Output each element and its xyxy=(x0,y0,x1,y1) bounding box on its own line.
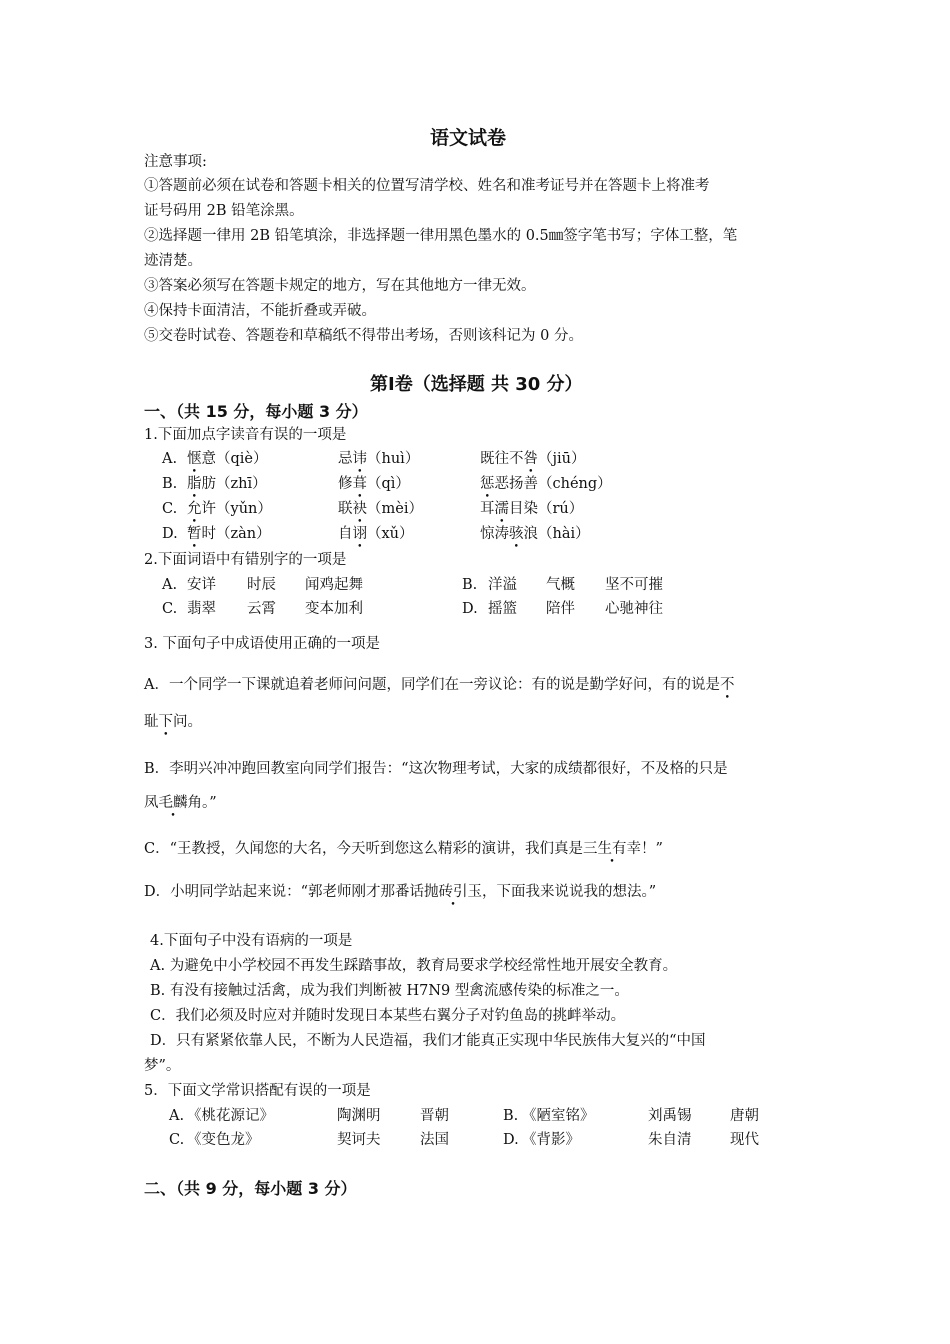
q5-letter: A. xyxy=(169,1108,185,1124)
q2-word: 摇篮 xyxy=(488,601,517,617)
q1-option-cell: 脂肪（zhī） xyxy=(187,476,267,492)
q5-author: 朱自清 xyxy=(648,1132,692,1148)
q1-option-cell: 允许（yǔn） xyxy=(187,501,272,517)
q3-option-b-cont: 凤毛麟角。” xyxy=(144,795,217,811)
notice-line-4: ④保持卡面清洁，不能折叠或弄破。 xyxy=(144,303,376,319)
q3-option-c: C．“王教授，久闻您的大名，今天听到您这么精彩的演讲，我们真是三生有幸！” xyxy=(144,841,663,857)
part-one-heading: 第Ⅰ卷（选择题 共 30 分） xyxy=(370,374,583,395)
q1-option-cell: 惩恶扬善（chéng） xyxy=(480,476,612,492)
q1-option-cell: 惬意（qiè） xyxy=(187,451,268,467)
q3-option-d: D．小明同学站起来说：“郭老师刚才那番话抛砖引玉，下面我来说说我的想法。” xyxy=(144,884,657,900)
q2-word: 陪伴 xyxy=(546,601,575,617)
q2-word: 坚不可摧 xyxy=(605,577,663,593)
q1-option-letter: C. xyxy=(162,501,178,517)
section-two-heading: 二、（共 9 分，每小题 3 分） xyxy=(144,1179,357,1198)
q1-option-cell: 暂时（zàn） xyxy=(187,526,271,542)
q2-word: 云霄 xyxy=(247,601,276,617)
question-4-stem: 4.下面句子中没有语病的一项是 xyxy=(150,933,353,949)
q5-era: 法国 xyxy=(420,1132,449,1148)
notice-line-5: ⑤交卷时试卷、答题卷和草稿纸不得带出考场，否则该科记为 0 分。 xyxy=(144,328,583,344)
emphasized-idiom: 耻下问 xyxy=(144,714,188,730)
q1-option-letter: D. xyxy=(162,526,178,542)
q4-option-b: B. 有没有接触过活禽，成为我们判断被 H7N9 型禽流感传染的标准之一。 xyxy=(150,983,629,999)
q2-word: 翡翠 xyxy=(187,601,216,617)
q5-work: 《背影》 xyxy=(522,1132,580,1148)
q1-option-cell: 既往不咎（jiū） xyxy=(480,451,586,467)
q2-word: 心驰神往 xyxy=(605,601,663,617)
notice-line-2b: 迹清楚。 xyxy=(144,253,202,269)
q5-letter: C. xyxy=(169,1132,185,1148)
q5-work: 《变色龙》 xyxy=(187,1132,260,1148)
question-1-stem: 1.下面加点字读音有误的一项是 xyxy=(144,427,347,443)
q2-option-letter: B. xyxy=(462,577,478,593)
q2-option-letter: A. xyxy=(162,577,178,593)
q3-option-a: A．一个同学一下课就追着老师问问题，同学们在一旁议论：有的说是勤学好问，有的说是不 xyxy=(144,677,735,693)
q5-author: 刘禹锡 xyxy=(648,1108,692,1124)
q2-option-letter: C. xyxy=(162,601,178,617)
q3-option-b: B．李明兴冲冲跑回教室向同学们报告：“这次物理考试，大家的成绩都很好，不及格的只是 xyxy=(144,761,728,777)
q2-word: 气概 xyxy=(546,577,575,593)
q5-era: 晋朝 xyxy=(420,1108,449,1124)
q1-option-letter: B. xyxy=(162,476,178,492)
q5-letter: B. xyxy=(503,1108,519,1124)
q4-option-c: C．我们必须及时应对并随时发现日本某些右翼分子对钓鱼岛的挑衅举动。 xyxy=(150,1008,626,1024)
q4-option-d-cont: 梦”。 xyxy=(144,1058,181,1074)
q5-work: 《桃花源记》 xyxy=(187,1108,274,1124)
question-3-stem: 3. 下面句子中成语使用正确的一项是 xyxy=(144,636,380,652)
q2-word: 安详 xyxy=(187,577,216,593)
q3-option-a-cont: 耻下问。 xyxy=(144,714,202,730)
page-title: 语文试卷 xyxy=(430,127,507,149)
q5-author: 陶渊明 xyxy=(337,1108,381,1124)
emphasized-idiom: 三生有幸 xyxy=(583,841,642,857)
q2-option-letter: D. xyxy=(462,601,478,617)
emphasized-idiom: 凤毛麟角 xyxy=(144,795,202,811)
q2-word: 闻鸡起舞 xyxy=(305,577,363,593)
q4-option-d: D．只有紧紧依靠人民，不断为人民造福，我们才能真正实现中华民族伟大复兴的“中国 xyxy=(150,1033,706,1049)
q2-word: 变本加利 xyxy=(305,601,363,617)
q1-option-cell: 联袂（mèi） xyxy=(338,501,423,517)
q2-word: 时辰 xyxy=(247,577,276,593)
q5-author: 契诃夫 xyxy=(337,1132,381,1148)
section-one-heading: 一、（共 15 分，每小题 3 分） xyxy=(144,402,368,421)
question-5-stem: 5．下面文学常识搭配有误的一项是 xyxy=(144,1083,371,1099)
q2-word: 洋溢 xyxy=(488,577,517,593)
notice-line-2a: ②选择题一律用 2B 铅笔填涂，非选择题一律用黑色墨水的 0.5㎜签字笔书写；字体工整，笔 xyxy=(144,228,738,244)
q1-option-letter: A. xyxy=(162,451,178,467)
q1-option-cell: 耳濡目染（rú） xyxy=(480,501,584,517)
q1-option-cell: 惊涛骇浪（hài） xyxy=(480,526,590,542)
emphasized-idiom: 抛砖引玉 xyxy=(424,884,483,900)
q1-option-cell: 忌讳（huì） xyxy=(338,451,420,467)
notice-line-1a: ①答题前必须在试卷和答题卡相关的位置写清学校、姓名和准考证号并在答题卡上将准考 xyxy=(144,178,710,194)
notice-line-1b: 证号码用 2B 铅笔涂黑。 xyxy=(144,203,304,219)
q4-option-a: A. 为避免中小学校园不再发生踩踏事故，教育局要求学校经常性地开展安全教育。 xyxy=(150,958,678,974)
q5-work: 《陋室铭》 xyxy=(522,1108,595,1124)
q5-era: 唐朝 xyxy=(730,1108,759,1124)
notice-heading: 注意事项: xyxy=(144,154,207,170)
notice-line-3: ③答案必须写在答题卡规定的地方，写在其他地方一律无效。 xyxy=(144,278,536,294)
q5-letter: D. xyxy=(503,1132,519,1148)
question-2-stem: 2.下面词语中有错别字的一项是 xyxy=(144,552,347,568)
q1-option-cell: 修葺（qì） xyxy=(338,476,410,492)
q1-option-cell: 自诩（xǔ） xyxy=(338,526,414,542)
q5-era: 现代 xyxy=(730,1132,759,1148)
